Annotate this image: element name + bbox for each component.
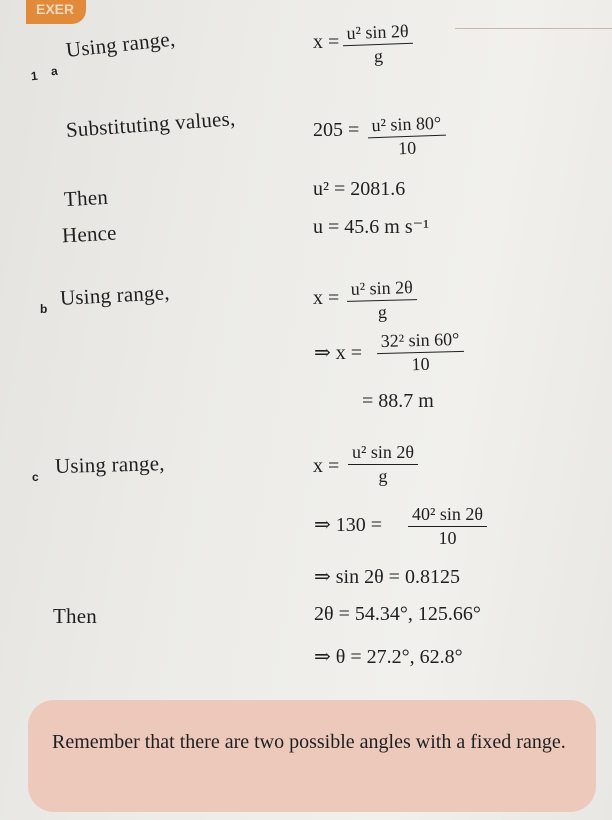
part-b-letter: b: [40, 302, 48, 316]
fraction-denominator: g: [377, 301, 388, 323]
fraction-denominator: g: [378, 466, 388, 486]
part-b-eq-range-lhs: x =: [313, 287, 340, 309]
question-number: 1: [30, 68, 39, 84]
fraction-numerator: u² sin 2θ: [342, 21, 413, 46]
part-c-eq-two-theta: 2θ = 54.34°, 125.66°: [314, 603, 481, 625]
fraction-numerator: u² sin 80°: [367, 113, 445, 139]
part-c-label-range: Using range,: [54, 451, 165, 478]
part-b-eq-result: = 88.7 m: [362, 390, 434, 412]
fraction-denominator: 10: [411, 353, 430, 375]
tip-box: [28, 700, 596, 812]
part-c-eq-sub-lhs: ⇒ 130 =: [314, 514, 383, 536]
part-b-eq-sub-lhs: ⇒ x =: [314, 342, 363, 364]
part-a-sub-fraction: [367, 113, 446, 161]
part-a-range-fraction: [342, 21, 414, 68]
part-c-letter: c: [32, 470, 39, 484]
fraction-numerator: 32² sin 60°: [376, 329, 463, 354]
fraction-numerator: 40² sin 2θ: [408, 504, 487, 527]
part-c-range-fraction: [348, 442, 418, 487]
part-b-sub-fraction: [376, 329, 464, 376]
part-b-range-fraction: [346, 277, 417, 324]
part-c-eq-sin: ⇒ sin 2θ = 0.8125: [314, 566, 460, 588]
fraction-numerator: u² sin 2θ: [346, 277, 417, 302]
part-a-label-hence: Hence: [61, 220, 118, 248]
part-a-eq-range-lhs: x =: [313, 31, 340, 53]
fraction-denominator: g: [373, 45, 384, 67]
fraction-denominator: 10: [397, 137, 417, 159]
part-c-sub-fraction: [408, 504, 487, 549]
part-a-label-range: Using range,: [64, 26, 177, 62]
header-rule: [455, 28, 612, 29]
fraction-denominator: 10: [438, 528, 457, 548]
part-a-label-sub: Substituting values,: [65, 106, 237, 142]
exercise-tab: EXER: [26, 0, 86, 24]
part-c-label-then: Then: [53, 604, 97, 628]
part-b-label-range: Using range,: [59, 280, 171, 310]
fraction-numerator: u² sin 2θ: [348, 442, 418, 465]
part-a-letter: a: [50, 63, 59, 79]
part-c-eq-range-lhs: x =: [313, 455, 340, 477]
part-a-eq-sub-lhs: 205 =: [313, 119, 360, 141]
part-a-eq-hence: u = 45.6 m s⁻¹: [313, 216, 430, 238]
tip-text: Remember that there are two possible angles with a fixed range.: [52, 731, 566, 753]
part-a-eq-then: u² = 2081.6: [313, 178, 406, 200]
part-c-eq-theta: ⇒ θ = 27.2°, 62.8°: [314, 646, 463, 668]
part-a-label-then: Then: [63, 184, 109, 212]
